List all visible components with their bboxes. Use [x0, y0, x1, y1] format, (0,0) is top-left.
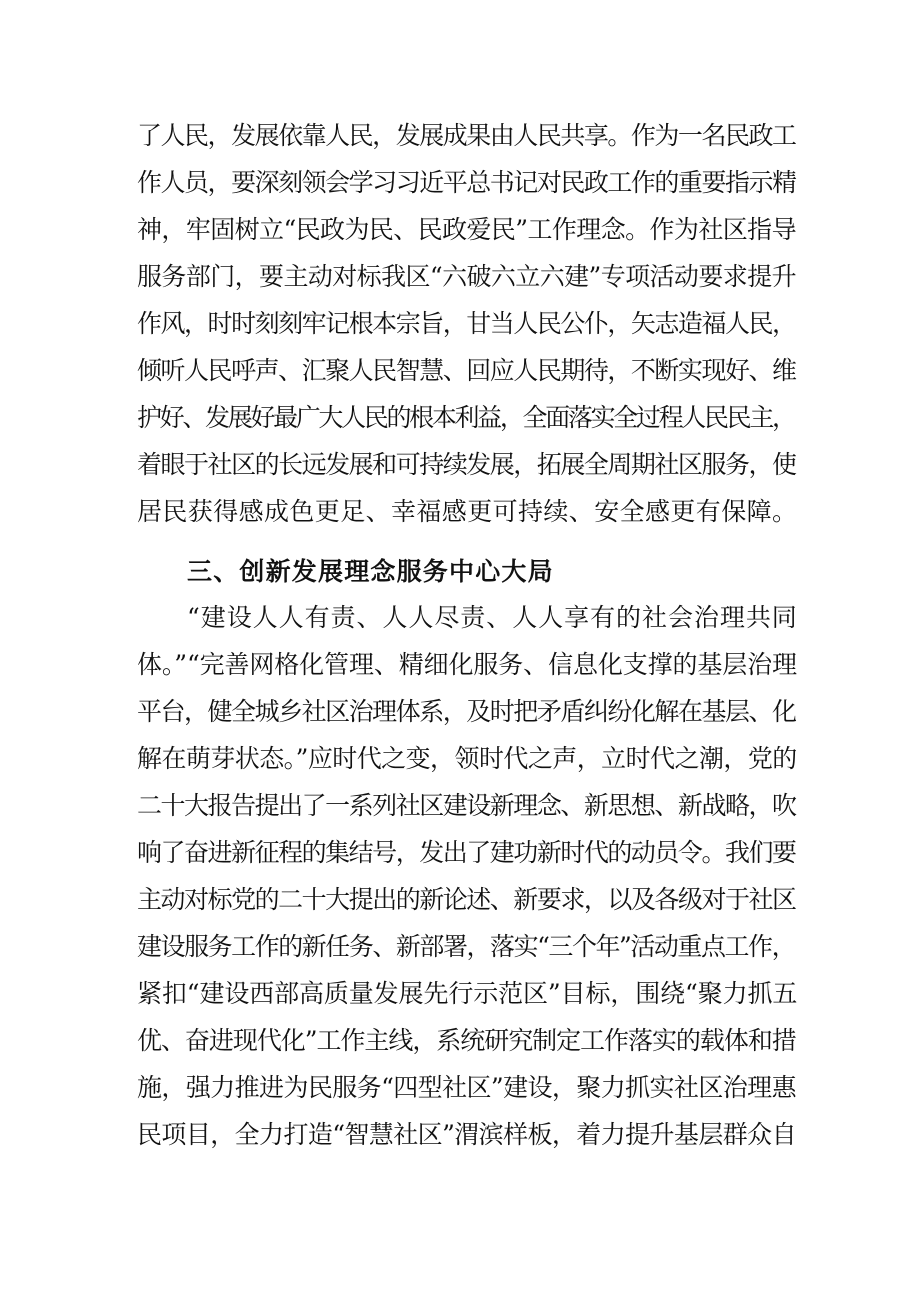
- paragraph-2-line: 优、奋进现代化”工作主线，系统研究制定工作落实的载体和措: [137, 1026, 796, 1055]
- paragraph-2-line: “建设人人有责、人人尽责、人人享有的社会治理共同: [187, 603, 798, 632]
- paragraph-2-line: 二十大报告提出了一系列社区建设新理念、新思想、新战略，吹: [137, 791, 796, 820]
- paragraph-1-line: 服务部门，要主动对标我区“六破六立六建”专项活动要求提升: [137, 262, 796, 291]
- section-heading: 三、创新发展理念服务中心大局: [187, 557, 554, 586]
- paragraph-2-line: 民项目，全力打造“智慧社区”渭滨样板，着力提升基层群众自: [137, 1120, 796, 1149]
- paragraph-2-line: 主动对标党的二十大提出的新论述、新要求，以及各级对于社区: [137, 885, 796, 914]
- paragraph-1-line: 神，牢固树立“民政为民、民政爱民”工作理念。作为社区指导: [137, 215, 796, 244]
- paragraph-2-line: 紧扣“建设西部高质量发展先行示范区”目标，围绕“聚力抓五: [137, 979, 798, 1008]
- paragraph-2-line: 解在萌芽状态。”应时代之变，领时代之声，立时代之潮，党的: [137, 744, 797, 773]
- paragraph-1-line: 作人员，要深刻领会学习习近平总书记对民政工作的重要指示精: [137, 168, 796, 197]
- paragraph-1-line: 居民获得感成色更足、幸福感更可持续、安全感更有保障。: [137, 497, 798, 526]
- paragraph-1-line: 倾听人民呼声、汇聚人民智慧、回应人民期待，不断实现好、维: [137, 356, 796, 385]
- paragraph-1-line: 护好、发展好最广大人民的根本利益，全面落实全过程人民民主，: [137, 403, 795, 432]
- paragraph-1-line: 着眼于社区的长远发展和可持续发展，拓展全周期社区服务，使: [137, 450, 796, 479]
- paragraph-1-line: 作风，时时刻刻牢记根本宗旨，甘当人民公仆，矢志造福人民，: [137, 309, 796, 338]
- paragraph-1-line: 了人民，发展依靠人民，发展成果由人民共享。作为一名民政工: [137, 121, 796, 150]
- paragraph-2-line: 施，强力推进为民服务“四型社区”建设，聚力抓实社区治理惠: [137, 1073, 796, 1102]
- paragraph-2-line: 体。”“完善网格化管理、精细化服务、信息化支撑的基层治理: [137, 650, 797, 679]
- paragraph-2-line: 响了奋进新征程的集结号，发出了建功新时代的动员令。我们要: [137, 838, 796, 867]
- paragraph-2-line: 平台，健全城乡社区治理体系，及时把矛盾纠纷化解在基层、化: [137, 697, 796, 726]
- paragraph-2-line: 建设服务工作的新任务、新部署，落实“三个年”活动重点工作，: [137, 932, 796, 961]
